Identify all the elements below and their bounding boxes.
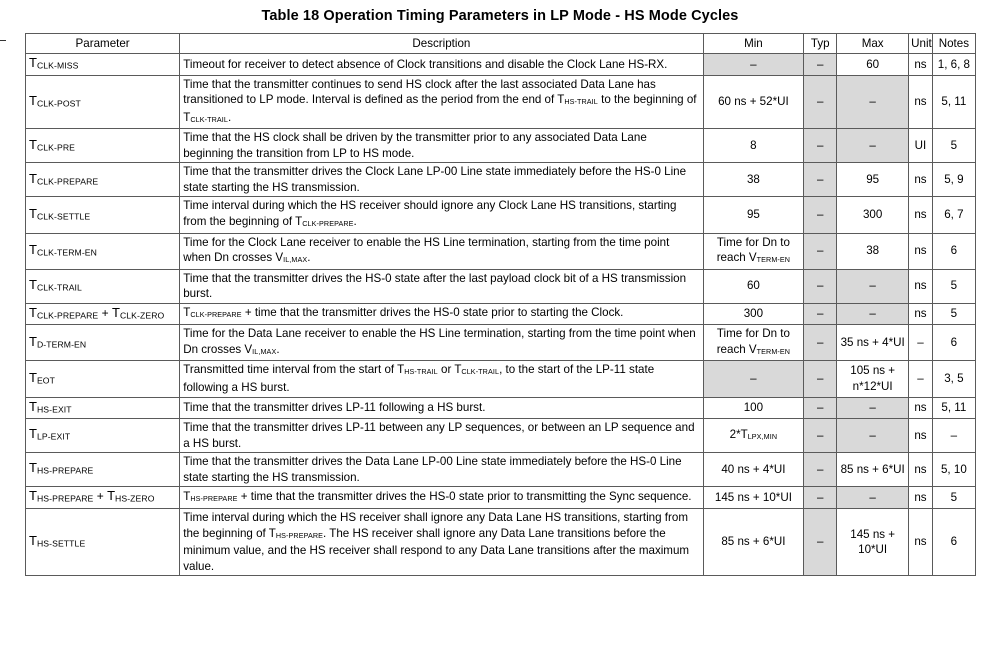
min-cell: –	[703, 361, 804, 397]
description-cell: Time that the transmitter drives the Data Lane LP-00 Line state immediately before the HS-0 Line state starting the HS transmission.	[180, 453, 703, 487]
max-cell: –	[837, 75, 909, 129]
notes-cell: 5, 11	[932, 75, 975, 129]
unit-cell: ns	[909, 453, 933, 487]
table-row	[26, 269, 976, 303]
unit-cell: ns	[909, 487, 933, 509]
description-cell: Time interval during which the HS receiver shall ignore any Data Lane HS transitions, starting from the beginning of THS-PREPARE. The HS receiver shall ignore any Data Lane transitions before the minimum value, and the HS receiver shall respond to any Data Lane transitions after the maximum value.	[180, 509, 703, 576]
typ-cell: –	[804, 303, 837, 325]
table-row	[26, 419, 976, 453]
header-row	[26, 34, 976, 54]
parameter-cell: TCLK-PREPARE	[26, 163, 180, 197]
description-cell: THS-PREPARE + time that the transmitter drives the HS-0 state prior to transmitting the Sync sequence.	[180, 487, 703, 509]
min-cell: Time for Dn to reach VTERM-EN	[703, 233, 804, 269]
header-description: Description	[180, 34, 703, 54]
typ-cell: –	[804, 269, 837, 303]
unit-cell: –	[909, 361, 933, 397]
max-cell: 38	[837, 233, 909, 269]
table-row	[26, 197, 976, 233]
typ-cell: –	[804, 54, 837, 76]
table-row	[26, 129, 976, 163]
typ-cell: –	[804, 453, 837, 487]
min-cell: –	[703, 54, 804, 76]
min-cell: 8	[703, 129, 804, 163]
parameter-cell: TCLK-PRE	[26, 129, 180, 163]
typ-cell: –	[804, 163, 837, 197]
notes-cell: 5, 10	[932, 453, 975, 487]
parameter-cell: TLP-EXIT	[26, 419, 180, 453]
typ-cell: –	[804, 397, 837, 419]
description-cell: Time for the Clock Lane receiver to enable the HS Line termination, starting from the time point when Dn crosses VIL,MAX.	[180, 233, 703, 269]
notes-cell: 5, 9	[932, 163, 975, 197]
table-row	[26, 487, 976, 509]
max-cell: 95	[837, 163, 909, 197]
notes-cell: 1, 6, 8	[932, 54, 975, 76]
table-row	[26, 325, 976, 361]
max-cell: –	[837, 303, 909, 325]
unit-cell: UI	[909, 129, 933, 163]
table-row	[26, 54, 976, 76]
unit-cell: ns	[909, 269, 933, 303]
max-cell: –	[837, 397, 909, 419]
unit-cell: ns	[909, 197, 933, 233]
notes-cell: 6	[932, 325, 975, 361]
min-cell: 100	[703, 397, 804, 419]
unit-cell: ns	[909, 54, 933, 76]
typ-cell: –	[804, 197, 837, 233]
notes-cell: 6	[932, 509, 975, 576]
description-cell: Time that the transmitter drives LP-11 following a HS burst.	[180, 397, 703, 419]
notes-cell: 6, 7	[932, 197, 975, 233]
parameter-cell: TCLK-POST	[26, 75, 180, 129]
table-row	[26, 361, 976, 397]
header-parameter: Parameter	[26, 34, 180, 54]
unit-cell: ns	[909, 509, 933, 576]
typ-cell: –	[804, 75, 837, 129]
max-cell: 300	[837, 197, 909, 233]
min-cell: 38	[703, 163, 804, 197]
typ-cell: –	[804, 509, 837, 576]
min-cell: 60	[703, 269, 804, 303]
typ-cell: –	[804, 361, 837, 397]
max-cell: 85 ns + 6*UI	[837, 453, 909, 487]
min-cell: 2*TLPX,MIN	[703, 419, 804, 453]
description-cell: Time for the Data Lane receiver to enable the HS Line termination, starting from the time point when Dn crosses VIL,MAX.	[180, 325, 703, 361]
notes-cell: 6	[932, 233, 975, 269]
description-cell: TCLK-PREPARE + time that the transmitter drives the HS-0 state prior to starting the Clock.	[180, 303, 703, 325]
max-cell: –	[837, 419, 909, 453]
notes-cell: 5	[932, 487, 975, 509]
parameter-cell: TCLK-PREPARE + TCLK-ZERO	[26, 303, 180, 325]
unit-cell: ns	[909, 163, 933, 197]
notes-cell: 5, 11	[932, 397, 975, 419]
notes-cell: 3, 5	[932, 361, 975, 397]
typ-cell: –	[804, 129, 837, 163]
min-cell: 300	[703, 303, 804, 325]
unit-cell: ns	[909, 75, 933, 129]
margin-tick	[0, 40, 6, 41]
min-cell: 145 ns + 10*UI	[703, 487, 804, 509]
max-cell: 35 ns + 4*UI	[837, 325, 909, 361]
max-cell: –	[837, 269, 909, 303]
max-cell: –	[837, 129, 909, 163]
unit-cell: ns	[909, 419, 933, 453]
parameter-cell: THS-PREPARE + THS-ZERO	[26, 487, 180, 509]
header-min: Min	[703, 34, 804, 54]
parameter-cell: TCLK-MISS	[26, 54, 180, 76]
description-cell: Time that the transmitter drives the HS-0 state after the last payload clock bit of a HS transmission burst.	[180, 269, 703, 303]
typ-cell: –	[804, 487, 837, 509]
typ-cell: –	[804, 233, 837, 269]
min-cell: Time for Dn to reach VTERM-EN	[703, 325, 804, 361]
parameter-cell: TCLK-TERM-EN	[26, 233, 180, 269]
min-cell: 60 ns + 52*UI	[703, 75, 804, 129]
description-cell: Time that the HS clock shall be driven by the transmitter prior to any associated Data Lane beginning the transition from LP to HS mode.	[180, 129, 703, 163]
header-notes: Notes	[932, 34, 975, 54]
max-cell: 145 ns + 10*UI	[837, 509, 909, 576]
table-row	[26, 453, 976, 487]
header-typ: Typ	[804, 34, 837, 54]
description-cell: Time interval during which the HS receiver should ignore any Clock Lane HS transitions, starting from the beginning of TCLK-PREPARE.	[180, 197, 703, 233]
min-cell: 40 ns + 4*UI	[703, 453, 804, 487]
table-row	[26, 509, 976, 576]
description-cell: Transmitted time interval from the start of THS-TRAIL or TCLK-TRAIL, to the start of the LP-11 state following a HS burst.	[180, 361, 703, 397]
parameter-cell: TCLK-TRAIL	[26, 269, 180, 303]
table-row	[26, 233, 976, 269]
unit-cell: ns	[909, 233, 933, 269]
unit-cell: –	[909, 325, 933, 361]
min-cell: 85 ns + 6*UI	[703, 509, 804, 576]
notes-cell: 5	[932, 269, 975, 303]
parameter-cell: THS-SETTLE	[26, 509, 180, 576]
max-cell: 105 ns + n*12*UI	[837, 361, 909, 397]
parameter-cell: TCLK-SETTLE	[26, 197, 180, 233]
parameter-cell: THS-PREPARE	[26, 453, 180, 487]
description-cell: Time that the transmitter drives the Clock Lane LP-00 Line state immediately before the HS-0 Line state starting the HS transmission.	[180, 163, 703, 197]
parameter-cell: THS-EXIT	[26, 397, 180, 419]
header-unit: Unit	[909, 34, 933, 54]
typ-cell: –	[804, 325, 837, 361]
max-cell: –	[837, 487, 909, 509]
notes-cell: 5	[932, 129, 975, 163]
table-row	[26, 303, 976, 325]
table-row	[26, 163, 976, 197]
description-cell: Time that the transmitter drives LP-11 between any LP sequences, or between an LP sequence and a HS burst.	[180, 419, 703, 453]
description-cell: Timeout for receiver to detect absence of Clock transitions and disable the Clock Lane HS-RX.	[180, 54, 703, 76]
max-cell: 60	[837, 54, 909, 76]
parameter-cell: TD-TERM-EN	[26, 325, 180, 361]
min-cell: 95	[703, 197, 804, 233]
notes-cell: 5	[932, 303, 975, 325]
unit-cell: ns	[909, 397, 933, 419]
header-max: Max	[837, 34, 909, 54]
table-row	[26, 75, 976, 129]
table-row	[26, 397, 976, 419]
table-title: Table 18 Operation Timing Parameters in LP Mode - HS Mode Cycles	[261, 8, 739, 24]
parameter-cell: TEOT	[26, 361, 180, 397]
table-body	[26, 54, 976, 576]
notes-cell: –	[932, 419, 975, 453]
typ-cell: –	[804, 419, 837, 453]
timing-parameters-table	[25, 33, 976, 576]
unit-cell: ns	[909, 303, 933, 325]
description-cell: Time that the transmitter continues to send HS clock after the last associated Data Lane has transitioned to LP mode. Interval is defined as the period from the end of THS-TRAIL to the beginning of TCLK-TRAIL.	[180, 75, 703, 129]
